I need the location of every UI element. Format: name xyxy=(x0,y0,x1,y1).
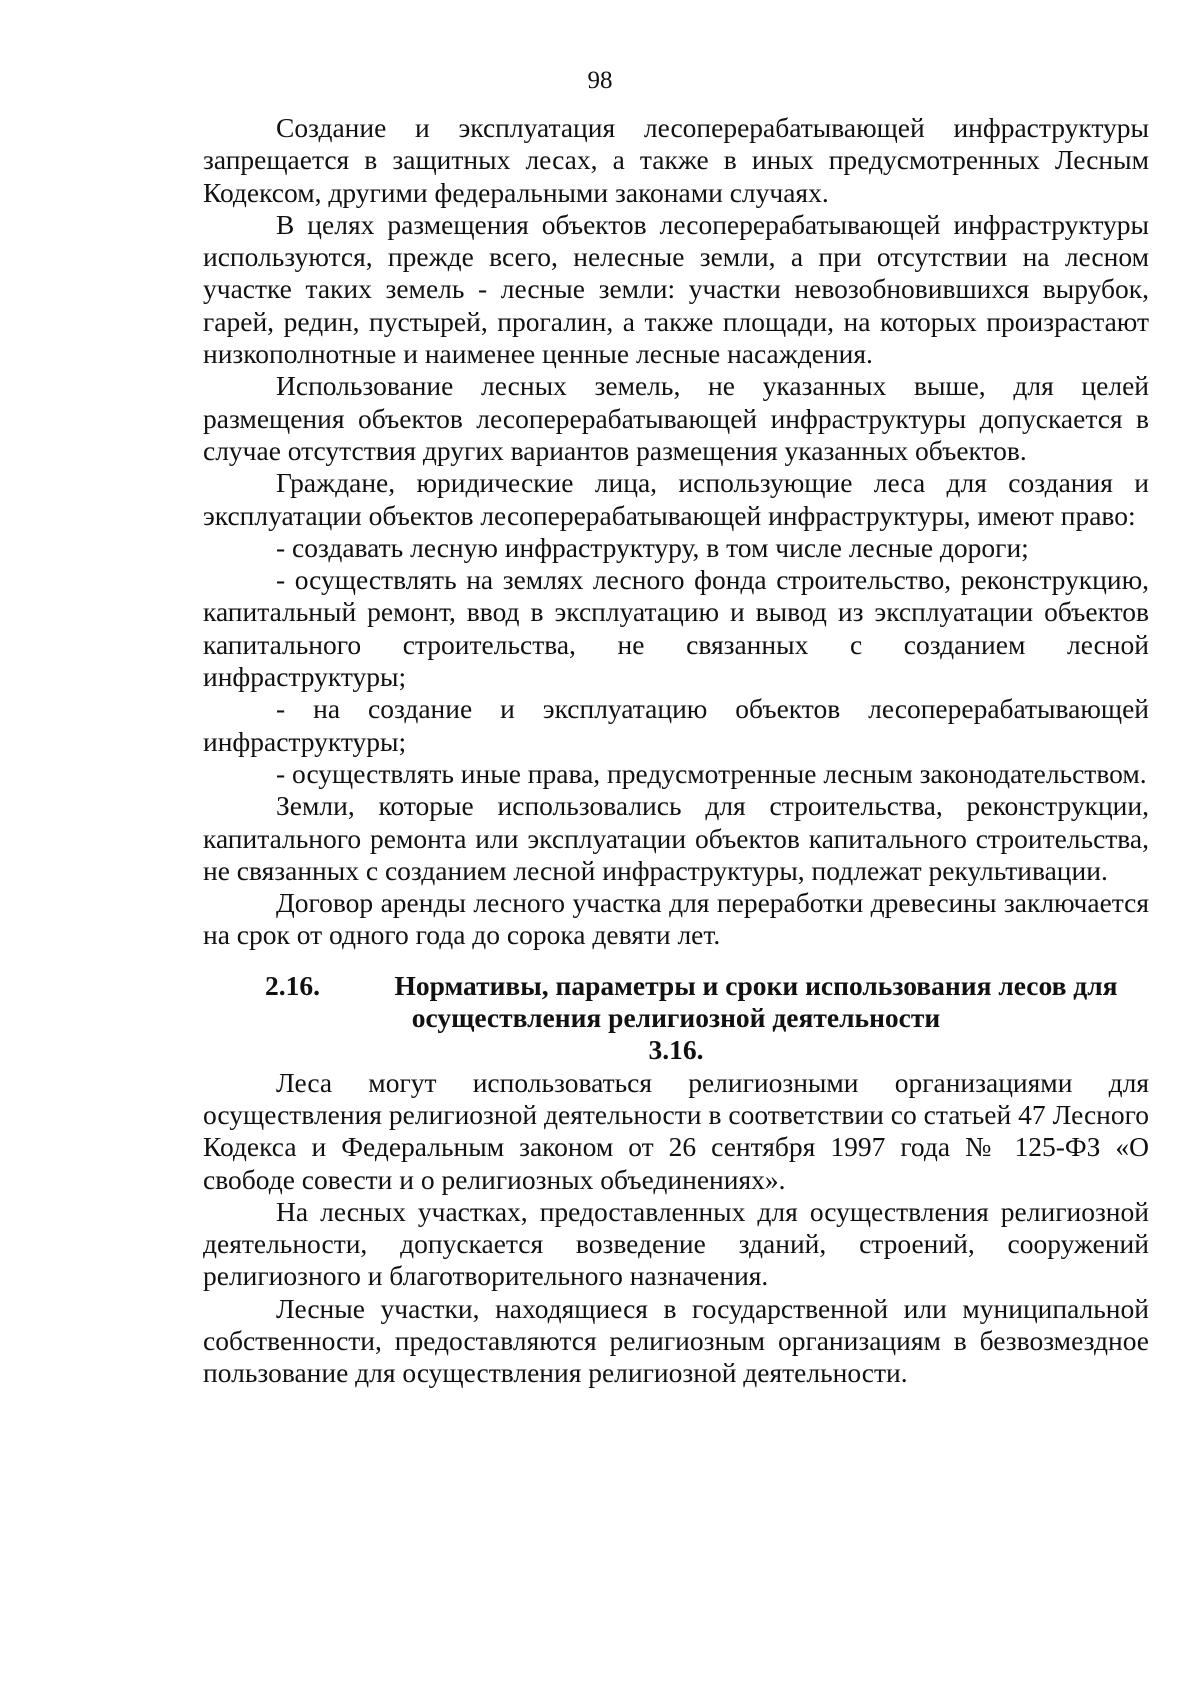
paragraph: Граждане, юридические лица, использующие леса для создания и эксплуатации объектов лесоперерабатывающей инфраструктуры, имеют право: xyxy=(203,467,1149,531)
paragraph: Земли, которые использовались для строительства, реконструкции, капитального ремонта или эксплуатации объектов капитального строительства, не связанных с созданием лесной инфраструктуры, подлежат рекультивации. xyxy=(203,790,1149,886)
list-item: - осуществлять на землях лесного фонда строительство, реконструкцию, капитальный ремонт, ввод в эксплуатацию и вывод из эксплуатации объектов капитального строительства, не связанных с созданием лесной инфраструктуры; xyxy=(203,564,1149,693)
paragraph: В целях размещения объектов лесоперерабатывающей инфраструктуры используются, прежде всего, нелесные земли, а при отсутствии на лесном участке таких земель - лесные земли: участки невозобновившихся вырубок, гарей, редин, пустырей, прогалин, а также площади, на которых произрастают низкополнотные и наименее ценные лесные насаждения. xyxy=(203,208,1149,370)
section-title-line-2: осуществления религиозной деятельности xyxy=(411,1002,941,1034)
section-alt-number: 3.16. xyxy=(648,1034,704,1066)
section-heading xyxy=(203,970,1149,1067)
list-item: - на создание и эксплуатацию объектов лесоперерабатывающей инфраструктуры; xyxy=(203,693,1149,757)
section-title-line-1: Нормативы, параметры и сроки использования лесов для xyxy=(394,969,1118,1001)
paragraph: Леса могут использоваться религиозными организациями для осуществления религиозной деятельности в соответствии со статьей 47 Лесного Кодекса и Федеральным законом от 26 сентября 1997 года № 125-ФЗ «О свободе совести и о религиозных объединениях». xyxy=(203,1066,1149,1195)
paragraph: На лесных участках, предоставленных для осуществления религиозной деятельности, допускается возведение зданий, строений, сооружений религиозного и благотворительного назначения. xyxy=(203,1195,1149,1292)
document-body xyxy=(203,112,1149,1390)
paragraph: Использование лесных земель, не указанных выше, для целей размещения объектов лесоперерабатывающей инфраструктуры допускается в случае отсутствия других вариантов размещения указанных объектов. xyxy=(203,370,1149,466)
section-number: 2.16. xyxy=(265,969,320,1001)
paragraph: Создание и эксплуатация лесоперерабатывающей инфраструктуры запрещается в защитных лесах, а также в иных предусмотренных Лесным Кодексом, другими федеральными законами случаях. xyxy=(203,112,1149,208)
list-item: - создавать лесную инфраструктуру, в том числе лесные дороги; xyxy=(276,531,1029,563)
paragraph: Лесные участки, находящиеся в государственной или муниципальной собственности, предоставляются религиозным организациям в безвозмездное пользование для осуществления религиозной деятельности. xyxy=(203,1292,1149,1389)
list-item: - осуществлять иные права, предусмотренные лесным законодательством. xyxy=(276,757,1147,789)
page-number: 98 xyxy=(587,67,613,94)
paragraph: Договор аренды лесного участка для переработки древесины заключается на срок от одного года до сорока девяти лет. xyxy=(203,887,1149,951)
